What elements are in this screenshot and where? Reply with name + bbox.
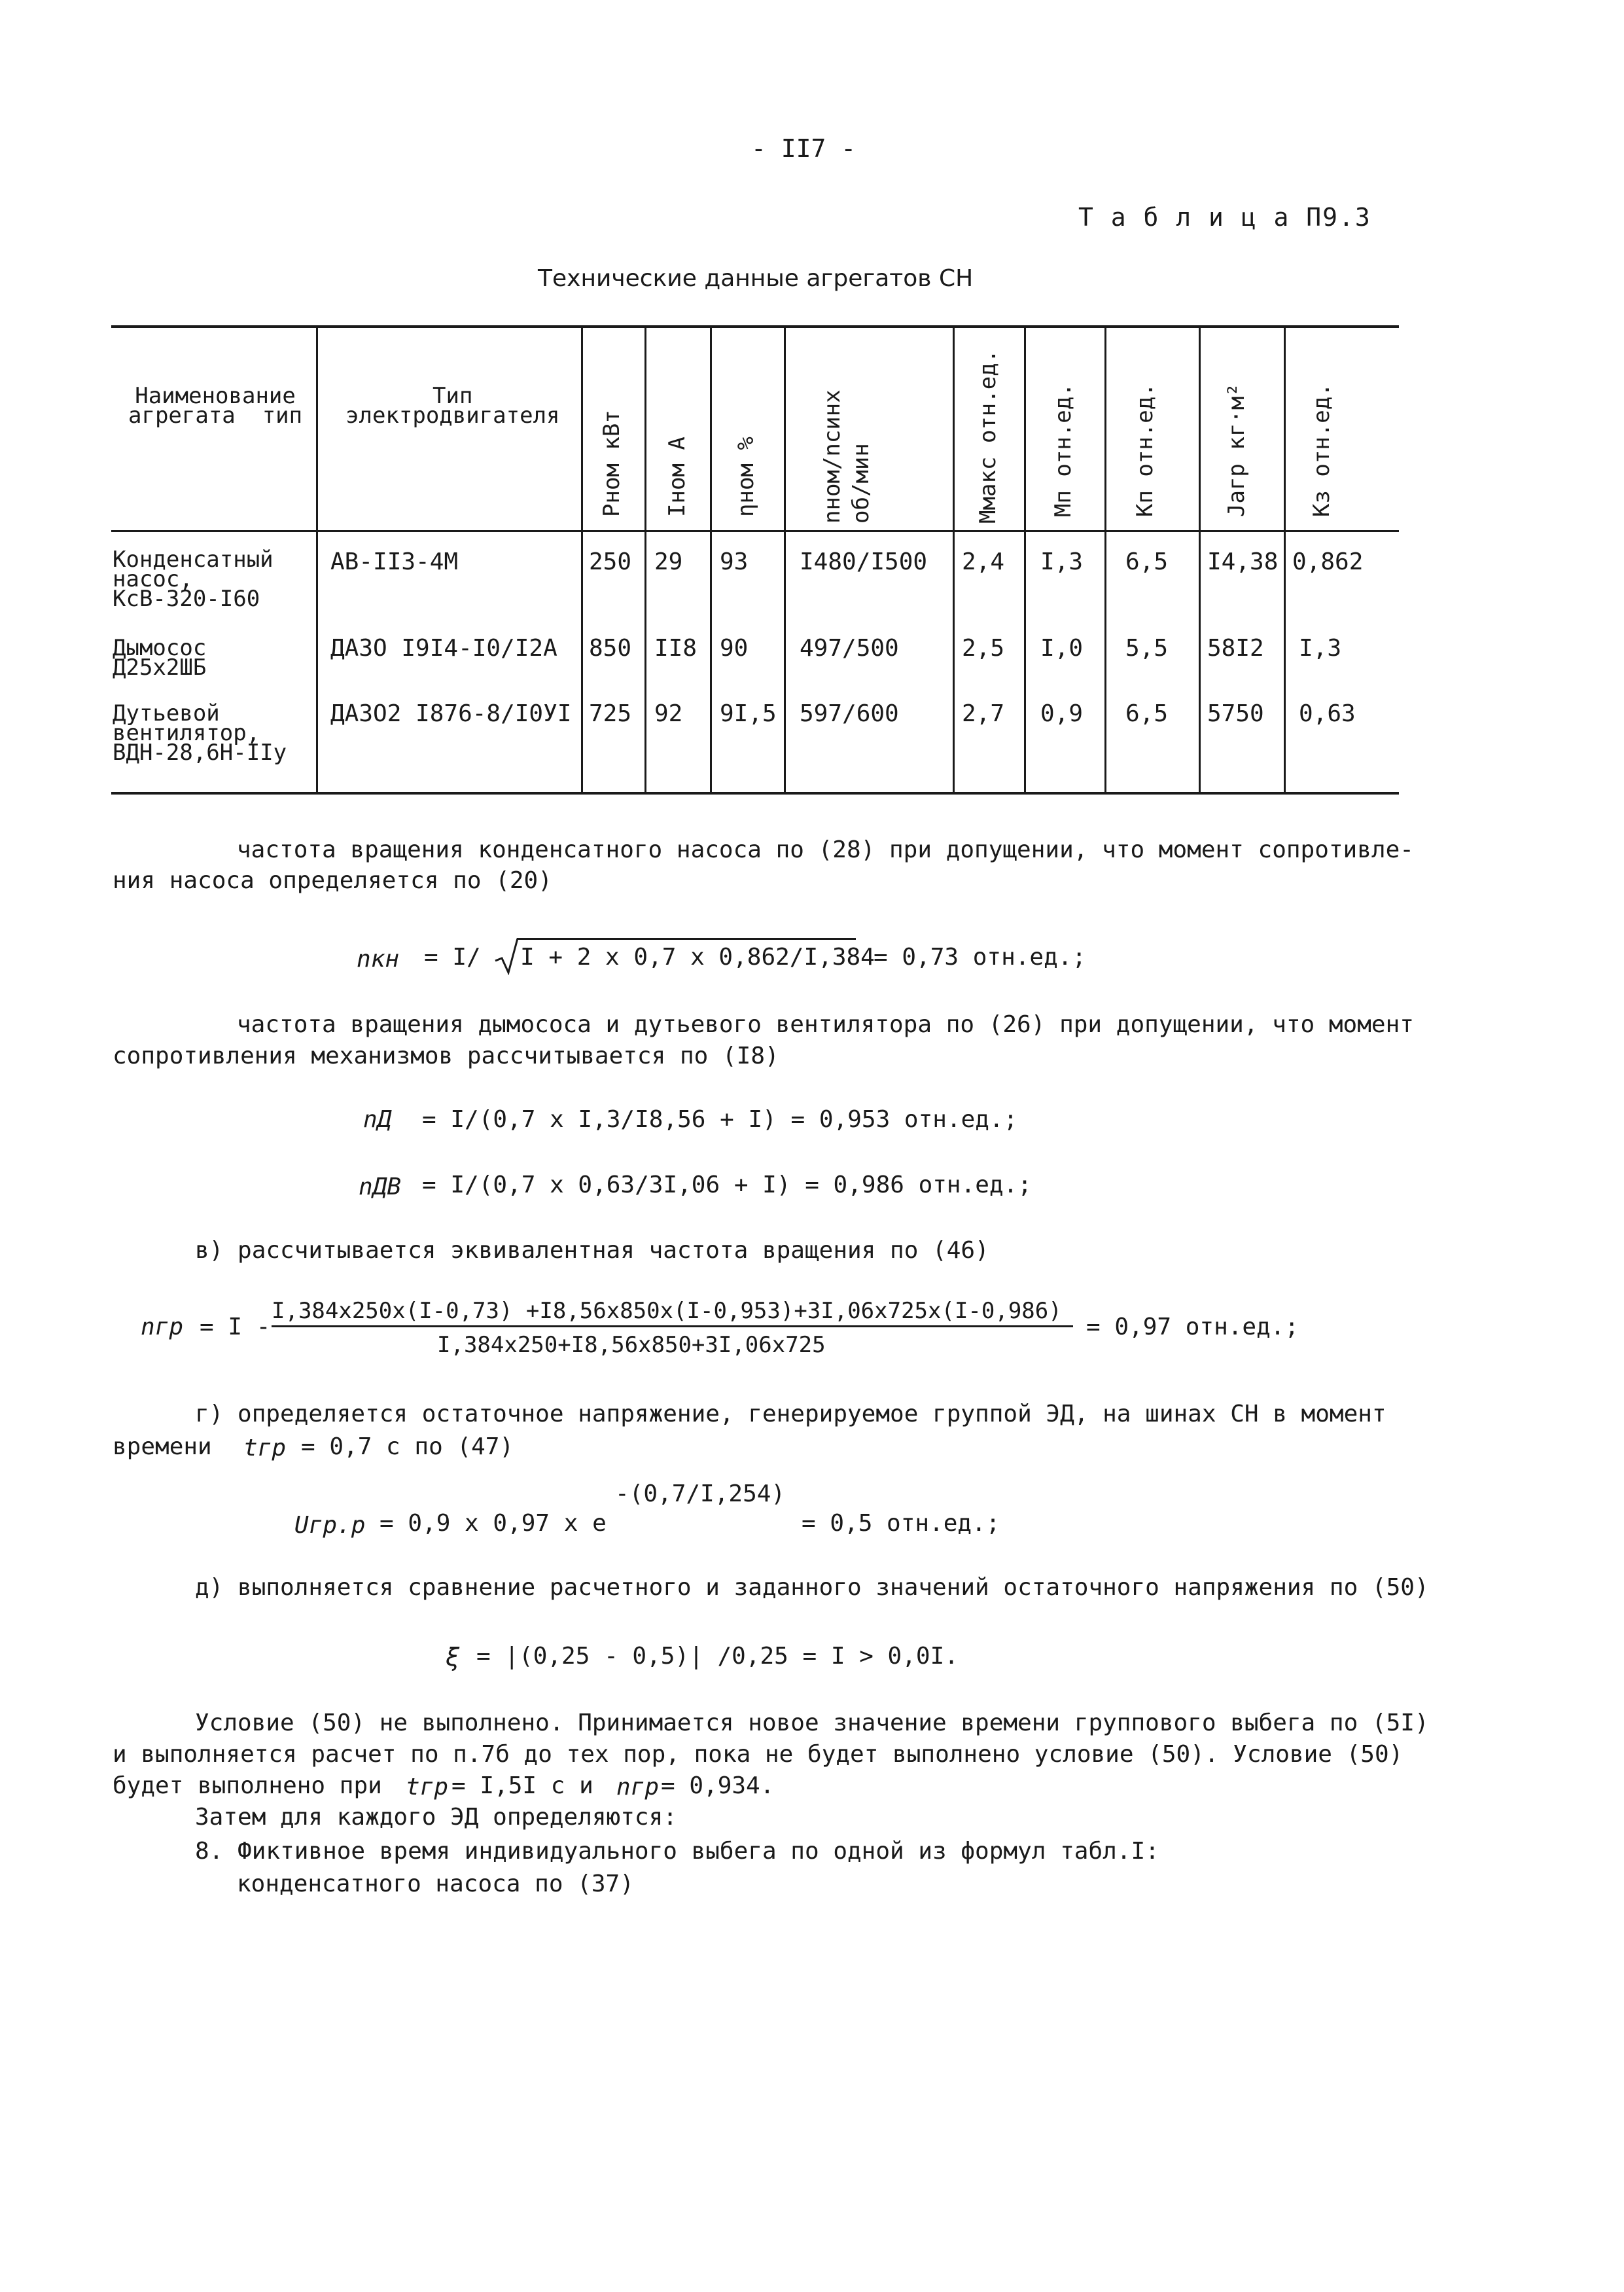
text-segment: = 0,7 с по (47) xyxy=(301,1433,514,1460)
cell-i: II8 xyxy=(654,635,697,662)
header-jagr: Jагр кг·м² xyxy=(1224,383,1250,517)
formula-minus: = I - xyxy=(200,1314,271,1340)
cell-mmax: 2,5 xyxy=(962,635,1005,662)
formula-exponent: -(0,7/I,254) xyxy=(615,1480,786,1507)
paragraph-1a: частота вращения конденсатного насоса по (28) при допущении, что момент сопротивле- xyxy=(237,836,1414,863)
paragraph-8: 8. Фиктивное время индивидуального выбега по одной из формул табл.I: xyxy=(195,1838,1159,1865)
header-mp: Mп отн.ед. xyxy=(1050,383,1076,517)
formula-rhs: = 0,73 отн.ед.; xyxy=(874,944,1087,971)
paragraph-6a: Условие (50) не выполнено. Принимается новое значение времени группового выбега по (5I) xyxy=(195,1710,1429,1736)
paragraph-1b: ния насоса определяется по (20) xyxy=(113,867,552,894)
cell-kz: 0,63 xyxy=(1299,700,1356,727)
formula-ndv-rhs: = I/(0,7 x 0,63/3I,06 + I) = 0,986 отн.ед.; xyxy=(422,1172,1032,1198)
cell-n: 597/600 xyxy=(800,700,899,727)
cell-i: 92 xyxy=(654,700,683,727)
cell-name: Дымосос Д25х2ШБ xyxy=(113,635,207,681)
cell-jagr: 5750 xyxy=(1207,700,1264,727)
paragraph-5: д) выполняется сравнение расчетного и заданного значений остаточного напряжения по (50) xyxy=(195,1574,1429,1601)
table-header-rule xyxy=(111,530,1399,532)
cell-kz: I,3 xyxy=(1299,635,1342,662)
paragraph-2a: частота вращения дымососа и дутьевого вентилятора по (26) при допущении, что момент xyxy=(237,1011,1414,1038)
page-number: - II7 - xyxy=(751,134,856,163)
header-p: Pном кВт xyxy=(599,410,625,517)
fraction-bar xyxy=(272,1325,1073,1327)
cell-mp: I,0 xyxy=(1040,635,1084,662)
formula-eq: = I/ xyxy=(424,944,481,971)
cell-kp: 6,5 xyxy=(1125,548,1169,575)
cell-mp: 0,9 xyxy=(1040,700,1084,727)
cell-n: 497/500 xyxy=(800,635,899,662)
header-n: nном/nсинх об/мин xyxy=(819,389,874,524)
formula-xi-lhs: ξ xyxy=(445,1643,460,1672)
header-mmax: Mмакс отн.ед. xyxy=(975,349,1001,524)
formula-lhs: nгр xyxy=(141,1314,184,1340)
cell-n: I480/I500 xyxy=(800,548,928,575)
formula-numerator: I,384x250x(I-0,73) +I8,56x850x(I-0,953)+3I,06x725x(I-0,986) xyxy=(272,1298,1062,1324)
sqrt-icon xyxy=(494,936,520,975)
cell-motor: ДАЗО2 I876-8/I0УI xyxy=(330,700,572,727)
formula-rhs: = 0,97 отн.ед.; xyxy=(1086,1314,1299,1340)
table-top-rule xyxy=(111,325,1399,328)
symbol-tgr: tгр xyxy=(243,1435,287,1461)
table-bottom-rule xyxy=(111,792,1399,795)
formula-rhs-1: = 0,9 x 0,97 x e xyxy=(380,1510,607,1537)
cell-eta: 93 xyxy=(720,548,749,575)
header-i: Iном А xyxy=(664,437,690,517)
formula-rhs-2: = 0,5 отн.ед.; xyxy=(802,1510,1000,1537)
header-kp: Kп отн.ед. xyxy=(1132,383,1158,517)
paragraph-9: конденсатного насоса по (37) xyxy=(237,1871,634,1897)
paragraph-7: Затем для каждого ЭД определяются: xyxy=(195,1804,677,1831)
cell-kp: 6,5 xyxy=(1125,700,1169,727)
cell-kp: 5,5 xyxy=(1125,635,1169,662)
formula-denominator: I,384x250+I8,56x850+3I,06x725 xyxy=(437,1332,826,1358)
formula-lhs: Uгр.р xyxy=(294,1512,366,1539)
formula-xi-rhs: = |(0,25 - 0,5)| /0,25 = I > 0,0I. xyxy=(476,1643,959,1670)
cell-mmax: 2,7 xyxy=(962,700,1005,727)
cell-motor: ДАЗО I9I4-I0/I2А xyxy=(330,635,557,662)
cell-eta: 90 xyxy=(720,635,749,662)
formula-lhs: nкн xyxy=(357,946,400,973)
table-title: Технические данные агрегатов СН xyxy=(538,265,974,292)
header-motor: Тип электродвигателя xyxy=(345,383,560,429)
symbol-tgr: tгр xyxy=(406,1774,449,1800)
cell-jagr: 58I2 xyxy=(1207,635,1264,662)
cell-name: Дутьевой вентилятор, ВДН-28,6Н-IIу xyxy=(113,700,287,766)
paragraph-4a: г) определяется остаточное напряжение, генерируемое группой ЭД, на шинах СН в момент xyxy=(195,1401,1386,1427)
header-eta: ηном % xyxy=(733,437,759,517)
text-segment: = 0,934. xyxy=(661,1772,775,1799)
text-segment: = I,5I с и xyxy=(451,1772,593,1799)
cell-eta: 9I,5 xyxy=(720,700,777,727)
cell-jagr: I4,38 xyxy=(1207,548,1279,575)
formula-nd-lhs: nД xyxy=(363,1106,392,1133)
text-segment: времени xyxy=(113,1433,212,1460)
cell-mp: I,3 xyxy=(1040,548,1084,575)
cell-p: 850 xyxy=(589,635,632,662)
paragraph-6b: и выполняется расчет по п.7б до тех пор, пока не будет выполнено условие (50). Условие (50) xyxy=(113,1741,1403,1768)
cell-p: 725 xyxy=(589,700,632,727)
cell-kz: 0,862 xyxy=(1292,548,1364,575)
cell-name: Конденсатный насос, КсВ-320-I60 xyxy=(113,546,274,612)
formula-radicand: I + 2 x 0,7 x 0,862/I,384 xyxy=(520,944,875,971)
cell-motor: АВ-II3-4М xyxy=(330,548,459,575)
cell-p: 250 xyxy=(589,548,632,575)
symbol-ngr: nгр xyxy=(616,1774,660,1800)
formula-nd-rhs: = I/(0,7 x I,3/I8,56 + I) = 0,953 отн.ед.; xyxy=(422,1106,1018,1133)
paragraph-3: в) рассчитывается эквивалентная частота вращения по (46) xyxy=(195,1237,989,1264)
header-name: Наименование агрегата тип xyxy=(128,383,303,429)
table-label: Т а б л и ц а П9.3 xyxy=(1078,203,1371,232)
cell-mmax: 2,4 xyxy=(962,548,1005,575)
formula-ndv-lhs: nДВ xyxy=(359,1173,402,1200)
paragraph-2b: сопротивления механизмов рассчитывается по (I8) xyxy=(113,1043,779,1069)
cell-i: 29 xyxy=(654,548,683,575)
header-kz: Kз отн.ед. xyxy=(1309,383,1335,517)
text-segment: будет выполнено при xyxy=(113,1772,382,1799)
